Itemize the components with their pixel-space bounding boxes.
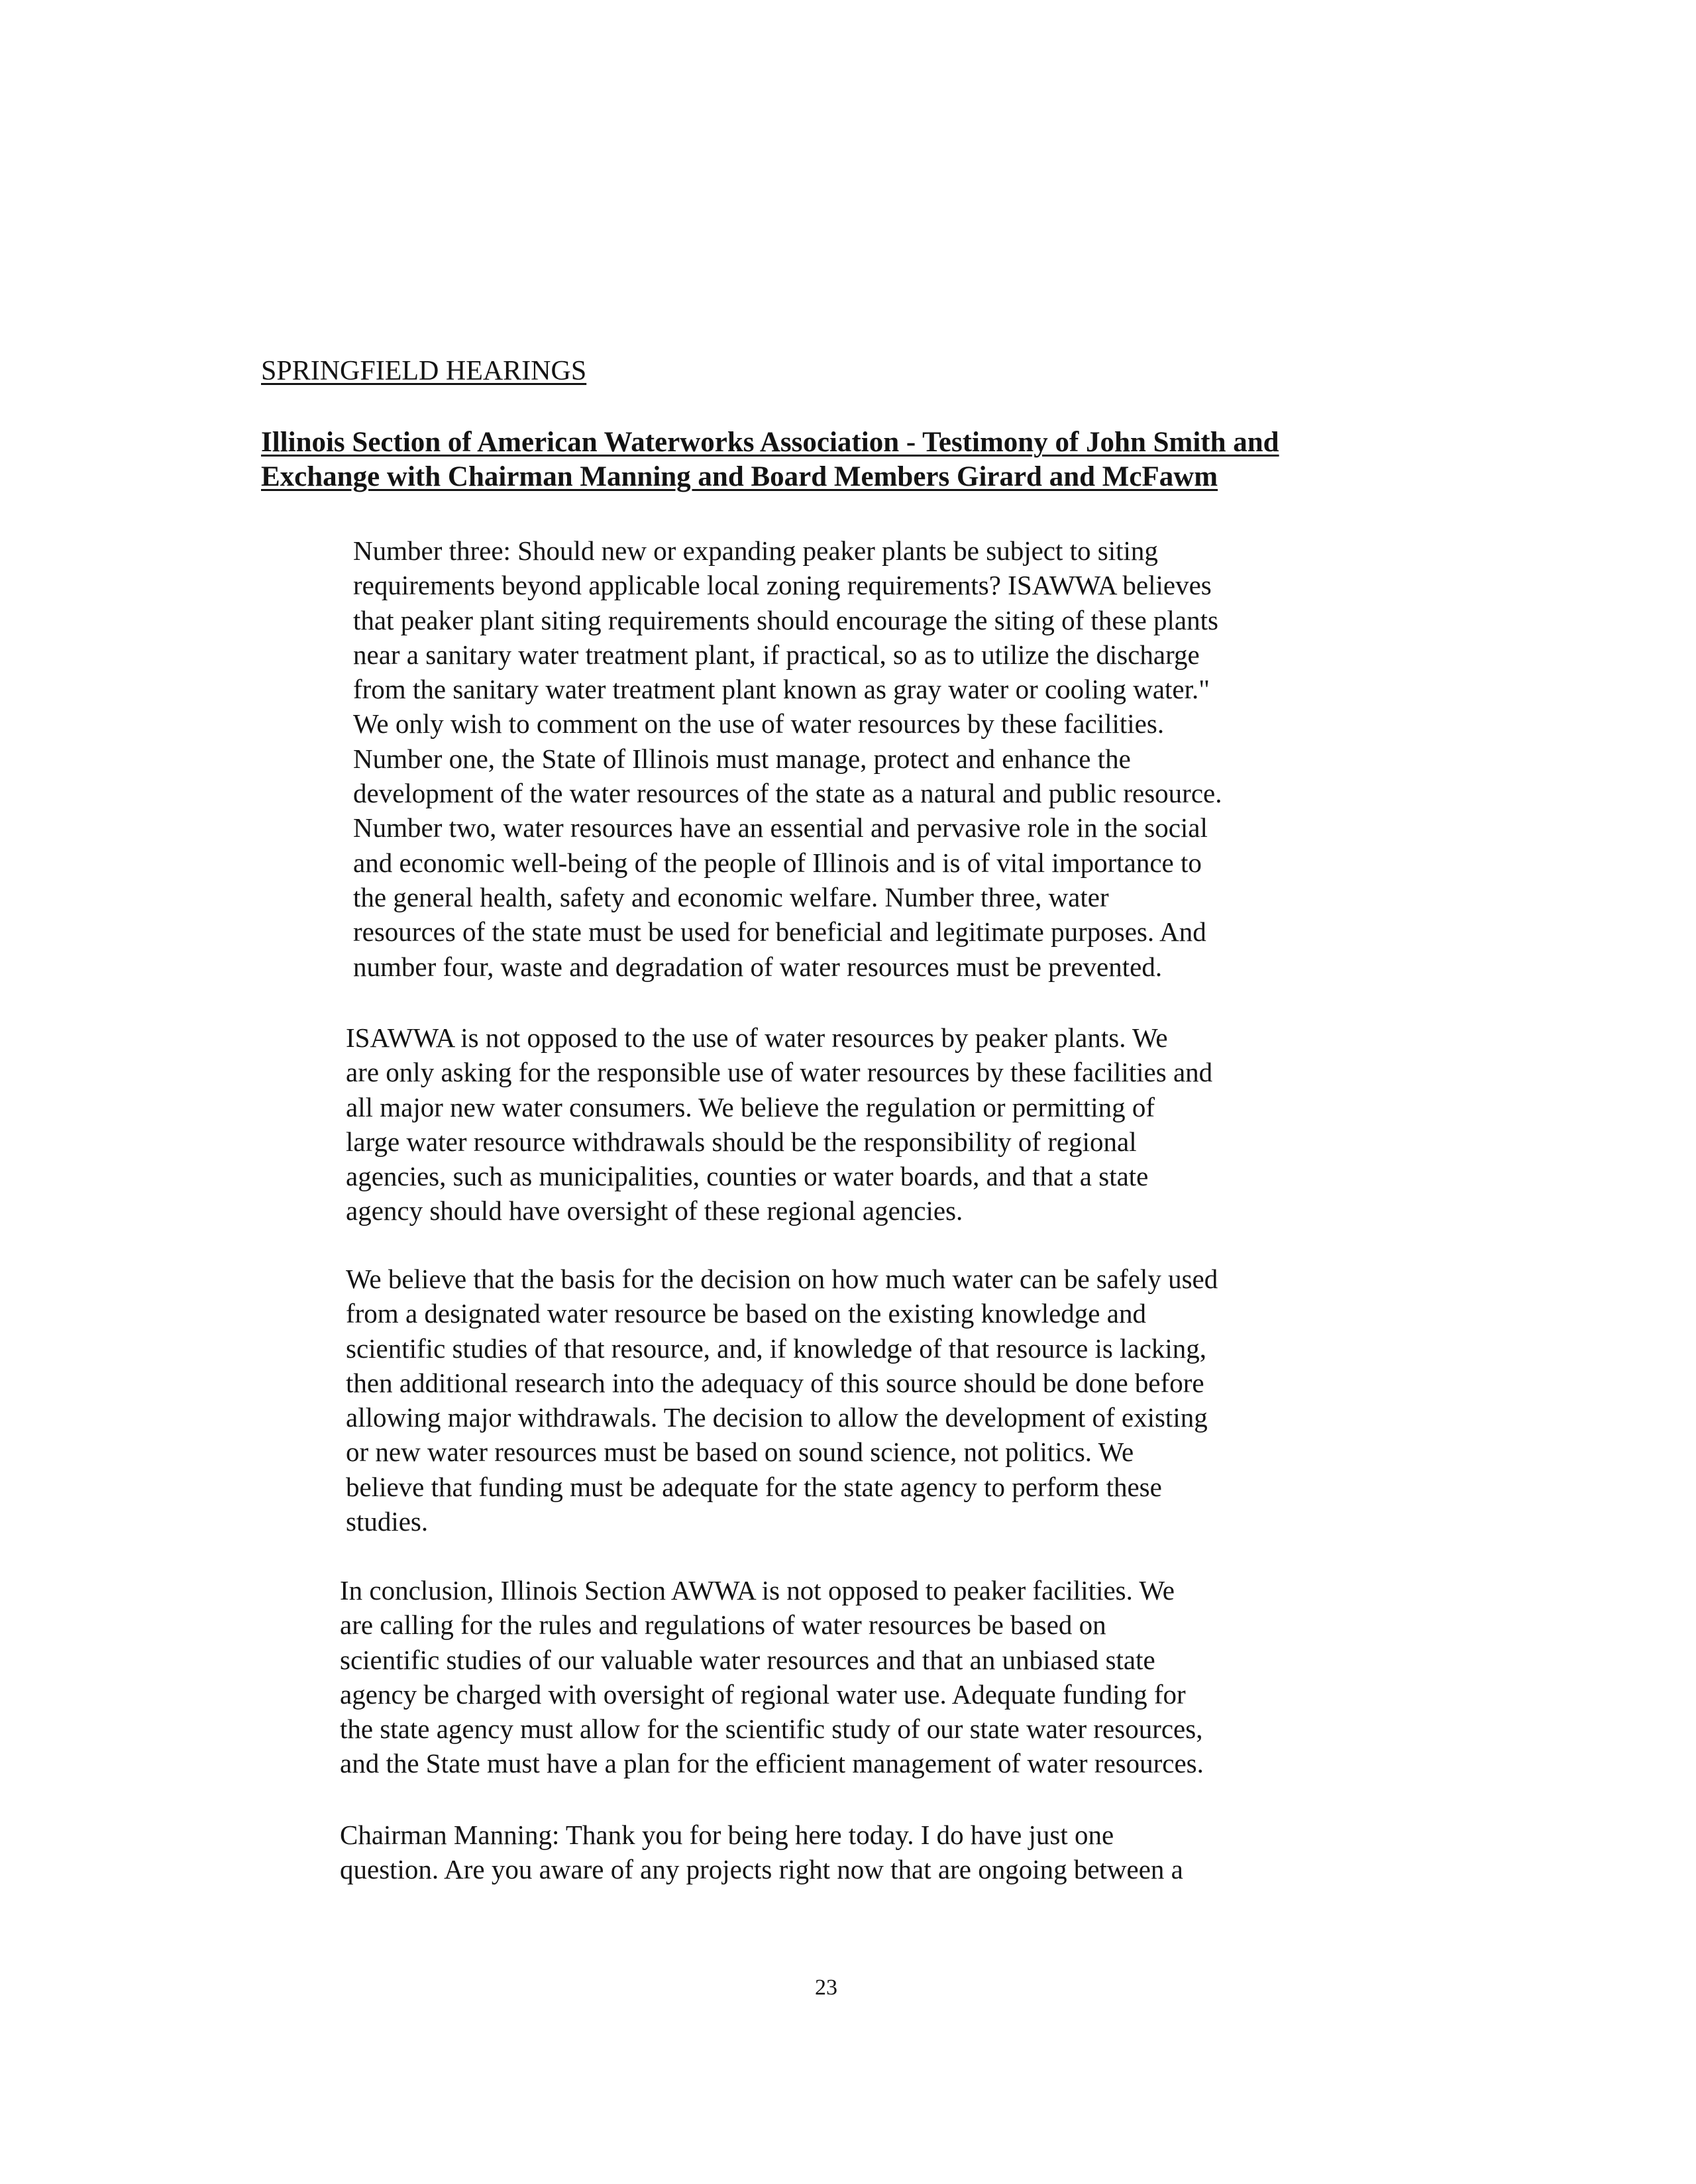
- text-line: ISAWWA is not opposed to the use of water resources by peaker plants. We: [346, 1022, 1168, 1053]
- text-line: all major new water consumers. We believe the regulation or permitting of: [346, 1091, 1155, 1122]
- paragraph-peaker-siting: [353, 533, 1222, 984]
- text-line: In conclusion, Illinois Section AWWA is not opposed to peaker facilities. We: [340, 1575, 1175, 1606]
- testimony-heading-line: Exchange with Chairman Manning and Board Members Girard and McFawm: [261, 461, 1218, 492]
- text-line: large water resource withdrawals should be the responsibility of regional: [346, 1126, 1137, 1157]
- text-line: We believe that the basis for the decision on how much water can be safely used: [346, 1264, 1218, 1294]
- text-line: and economic well-being of the people of Illinois and is of vital importance to: [353, 847, 1202, 878]
- text-line: number four, waste and degradation of water resources must be prevented.: [353, 951, 1163, 982]
- testimony-heading-line: Illinois Section of American Waterworks Association - Testimony of John Smith and: [261, 427, 1279, 458]
- text-line: studies.: [346, 1506, 429, 1537]
- text-line: near a sanitary water treatment plant, if practical, so as to utilize the discharge: [353, 639, 1200, 670]
- paragraph-conclusion: [340, 1573, 1204, 1781]
- text-line: Number three: Should new or expanding peaker plants be subject to siting: [353, 535, 1158, 566]
- page-number: 23: [815, 1975, 837, 2000]
- text-line: Number one, the State of Illinois must manage, protect and enhance the: [353, 743, 1131, 774]
- text-line: resources of the state must be used for beneficial and legitimate purposes. And: [353, 916, 1206, 948]
- paragraph-responsible-use: [346, 1020, 1212, 1228]
- text-line: are only asking for the responsible use of water resources by these facilities and: [346, 1057, 1213, 1088]
- text-line: from a designated water resource be based on the existing knowledge and: [346, 1298, 1146, 1329]
- text-line: We only wish to comment on the use of water resources by these facilities.: [353, 708, 1165, 739]
- text-line: and the State must have a plan for the efficient management of water resources.: [340, 1748, 1204, 1779]
- paragraph-chairman-question: [340, 1818, 1183, 1887]
- text-line: scientific studies of that resource, and, if knowledge of that resource is lacking,: [346, 1333, 1207, 1364]
- text-line: scientific studies of our valuable water resources and that an unbiased state: [340, 1644, 1155, 1675]
- text-line: the general health, safety and economic welfare. Number three, water: [353, 881, 1109, 912]
- text-line: that peaker plant siting requirements should encourage the siting of these plants: [353, 604, 1218, 635]
- text-line: agency be charged with oversight of regional water use. Adequate funding for: [340, 1678, 1186, 1710]
- text-line: Chairman Manning: Thank you for being here today. I do have just one: [340, 1820, 1114, 1850]
- text-line: requirements beyond applicable local zoning requirements? ISAWWA believes: [353, 570, 1212, 601]
- paragraph-decision-basis: [346, 1262, 1218, 1539]
- testimony-heading: [261, 425, 1387, 494]
- text-line: development of the water resources of the state as a natural and public resource.: [353, 778, 1222, 809]
- text-line: question. Are you aware of any projects right now that are ongoing between a: [340, 1854, 1183, 1885]
- text-line: allowing major withdrawals. The decision to allow the development of existing: [346, 1402, 1208, 1433]
- text-line: or new water resources must be based on sound science, not politics. We: [346, 1437, 1134, 1468]
- text-line: Number two, water resources have an essential and pervasive role in the social: [353, 812, 1208, 844]
- text-line: the state agency must allow for the scientific study of our state water resources,: [340, 1714, 1203, 1745]
- section-heading: SPRINGFIELD HEARINGS: [261, 356, 587, 386]
- text-line: agency should have oversight of these regional agencies.: [346, 1195, 963, 1227]
- text-line: agencies, such as municipalities, counties or water boards, and that a state: [346, 1161, 1149, 1192]
- text-line: from the sanitary water treatment plant known as gray water or cooling water.": [353, 674, 1210, 705]
- text-line: are calling for the rules and regulations of water resources be based on: [340, 1610, 1106, 1641]
- text-line: believe that funding must be adequate for the state agency to perform these: [346, 1471, 1162, 1502]
- text-line: then additional research into the adequacy of this source should be done before: [346, 1367, 1204, 1398]
